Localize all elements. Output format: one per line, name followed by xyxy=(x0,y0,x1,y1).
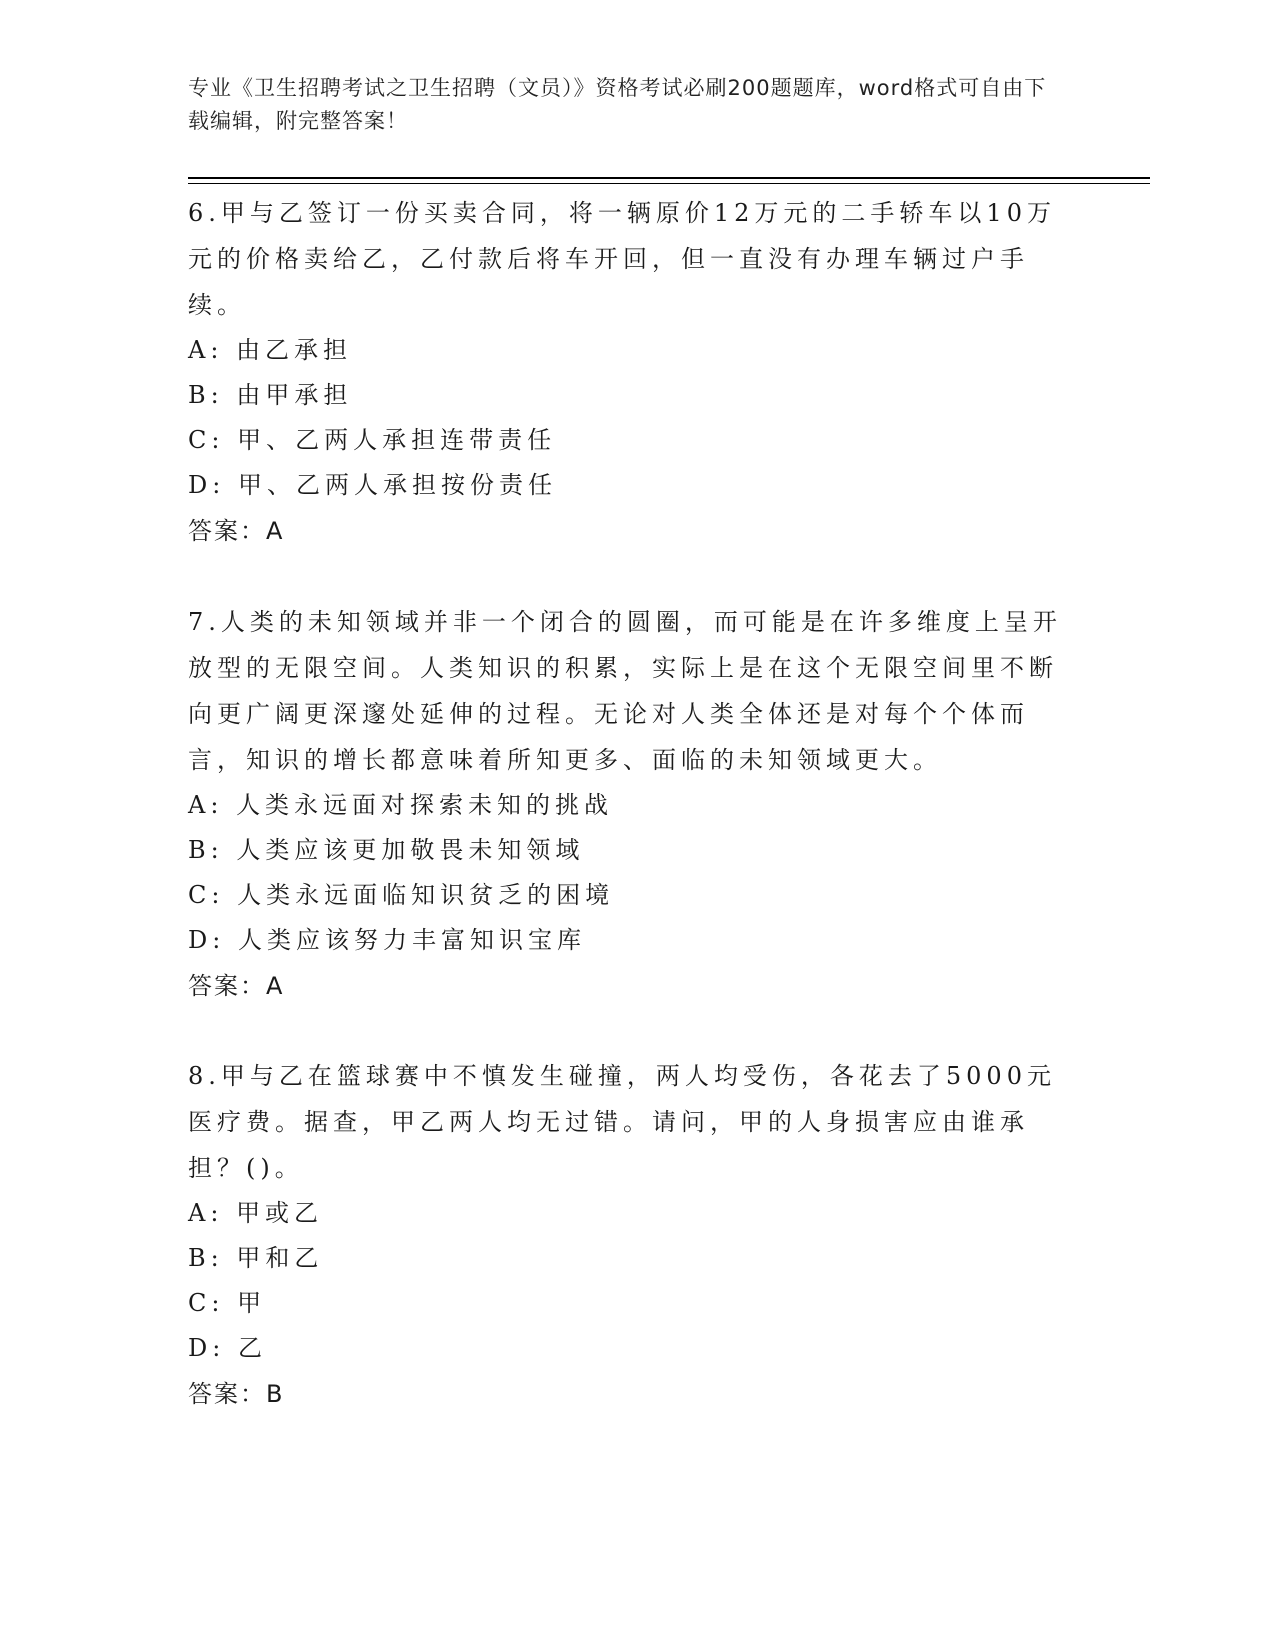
header-rule-thick xyxy=(188,177,1150,179)
option-label: A: xyxy=(188,1199,224,1227)
option-c xyxy=(188,418,1068,463)
option-label: B: xyxy=(188,381,224,409)
option-text: 人类永远面对探索未知的挑战 xyxy=(236,791,614,819)
option-text: 由甲承担 xyxy=(236,381,353,409)
option-label: D: xyxy=(188,926,226,954)
option-label: B: xyxy=(188,836,224,864)
option-text: 人类应该更加敬畏未知领域 xyxy=(236,836,585,864)
option-text: 甲、乙两人承担连带责任 xyxy=(237,426,557,454)
option-b xyxy=(188,373,1068,418)
option-text: 甲 xyxy=(237,1289,267,1317)
option-text: 人类永远面临知识贫乏的困境 xyxy=(237,881,615,909)
option-d xyxy=(188,463,1068,508)
option-text: 由乙承担 xyxy=(236,336,353,364)
header-rule-thin xyxy=(188,183,1150,184)
question-stem: 8.甲与乙在篮球赛中不慎发生碰撞，两人均受伤，各花去了5000元医疗费。据查，甲乙两人均无过错。请问，甲的人身损害应由谁承担？()。 xyxy=(188,1062,1056,1182)
question-stem: 6.甲与乙签订一份买卖合同，将一辆原价12万元的二手轿车以10万元的价格卖给乙，乙付款后将车开回，但一直没有办理车辆过户手续。 xyxy=(188,199,1056,319)
question-7 xyxy=(188,599,1068,1009)
option-a xyxy=(188,783,1068,828)
question-6 xyxy=(188,190,1068,554)
document-header: 专业《卫生招聘考试之卫生招聘（文员）》资格考试必刷200题题库，word格式可自由下载编辑，附完整答案！ xyxy=(188,76,1047,133)
option-b xyxy=(188,828,1068,873)
answer-line: 答案：B xyxy=(188,1380,285,1408)
option-text: 甲或乙 xyxy=(236,1199,324,1227)
option-a xyxy=(188,328,1068,373)
option-d xyxy=(188,1326,1068,1371)
option-text: 人类应该努力丰富知识宝库 xyxy=(237,926,586,954)
question-stem: 7.人类的未知领域并非一个闭合的圆圈，而可能是在许多维度上呈开放型的无限空间。人类知识的积累，实际上是在这个无限空间里不断向更广阔更深邃处延伸的过程。无论对人类全体还是对每个个体而言，知识的增长都意味着所知更多、面临的未知领域更大。 xyxy=(188,608,1062,774)
option-label: D: xyxy=(188,471,226,499)
option-d xyxy=(188,918,1068,963)
option-text: 甲、乙两人承担按份责任 xyxy=(237,471,557,499)
option-label: C: xyxy=(188,1289,225,1317)
option-label: C: xyxy=(188,426,225,454)
option-label: B: xyxy=(188,1244,224,1272)
option-c xyxy=(188,873,1068,918)
option-c xyxy=(188,1281,1068,1326)
answer-line: 答案：A xyxy=(188,972,285,1000)
option-text: 乙 xyxy=(237,1334,267,1362)
option-label: D: xyxy=(188,1334,226,1362)
option-label: A: xyxy=(188,791,224,819)
option-a xyxy=(188,1191,1068,1236)
option-label: C: xyxy=(188,881,225,909)
option-b xyxy=(188,1236,1068,1281)
option-text: 甲和乙 xyxy=(236,1244,324,1272)
question-8 xyxy=(188,1053,1068,1417)
answer-line: 答案：A xyxy=(188,517,285,545)
option-label: A: xyxy=(188,336,224,364)
